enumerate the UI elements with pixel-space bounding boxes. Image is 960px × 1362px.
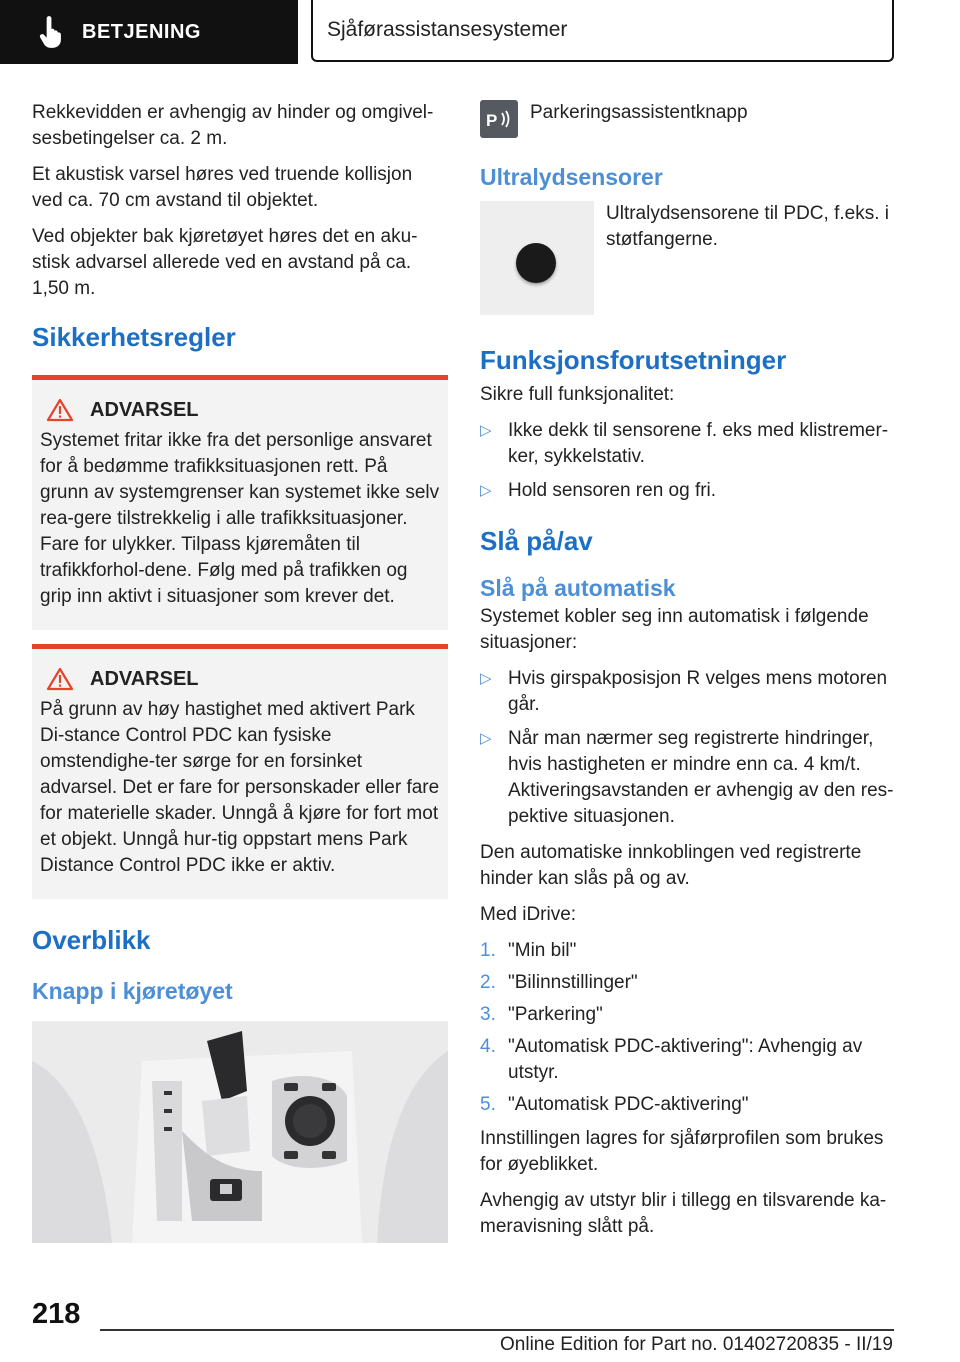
bullet-triangle-icon: ▷ xyxy=(480,482,492,499)
chapter-tab xyxy=(311,0,894,62)
section-tab xyxy=(0,0,298,64)
list-item: 5. "Automatisk PDC-aktivering" xyxy=(480,1094,749,1115)
intro-paragraph-2: Et akustisk varsel høres ved truende kollisjon ved ca. 70 cm avstand til objektet. xyxy=(32,164,413,211)
pdc-button-caption: Parkeringsassistentknapp xyxy=(530,102,748,123)
chapter-label: Sjåførassistansesystemer xyxy=(327,18,568,41)
auto-heading: Slå på automatisk xyxy=(480,575,676,601)
auto-intro: Systemet kobler seg inn automatisk i følgende situasjoner: xyxy=(480,606,869,653)
function-bullets xyxy=(480,418,896,504)
button-heading: Knapp i kjøretøyet xyxy=(32,978,233,1004)
warning-box-2 xyxy=(32,644,448,899)
warning-title-text-1: ADVARSEL xyxy=(90,398,199,421)
ultrasonic-sensor-image xyxy=(480,201,594,315)
auto-bullets xyxy=(480,666,896,830)
list-item: ▷ Hvis girspakposisjon R velges mens motoren går. xyxy=(480,668,888,715)
idrive-intro: Med iDrive: xyxy=(480,904,577,925)
bullet-triangle-icon: ▷ xyxy=(480,730,492,747)
list-item: ▷ Ikke dekk til sensorene f. eks med klistremer-ker, sykkelstativ. xyxy=(480,420,889,467)
warning-text-2: På grunn av høy hastighet med aktivert Park Di-stance Control PDC kan fysiske omstendighe-ter sørge for en forsinket advarsel. Det er fare for personskader eller fare for materielle skader. Unngå å kjøre for fort mot et objekt. Unngå hur-tig oppstart mens Park Distance Control PDC ikke er aktiv. xyxy=(40,699,440,876)
warning-title-1 xyxy=(40,398,440,422)
warning-text-1: Systemet fritar ikke fra det personlige ansvaret for å bedømme trafikksituasjonen rett. På grunn av systemgrenser kan systemet ikke selv rea-gere tilstrekkelig i alle trafikksituasjoner. Fare for ulykker. Tilpass kjøremåten til trafikkforhol-dene. Følg med på trafikken og grip inn aktivt i situasjoner som krever det. xyxy=(40,430,440,607)
camera-note: Avhengig av utstyr blir i tillegg en tilsvarende ka-meravisning slått på. xyxy=(480,1190,887,1237)
footer-divider xyxy=(100,1329,894,1331)
idrive-steps xyxy=(480,938,896,1118)
warning-triangle-icon xyxy=(46,667,74,691)
function-heading: Funksjonsforutsetninger xyxy=(480,345,787,375)
pdc-button-row xyxy=(480,100,896,138)
page-number: 218 xyxy=(32,1298,81,1330)
list-item: ▷ Når man nærmer seg registrerte hindringer, hvis hastigheten er mindre enn ca. 4 km/t. Aktiveringsavstanden er avhengig av den res-pektive situasjonen. xyxy=(480,728,894,827)
list-item: 1. "Min bil" xyxy=(480,940,577,961)
bullet-triangle-icon: ▷ xyxy=(480,422,492,439)
section-label: BETJENING xyxy=(82,20,201,43)
ultrasonic-heading: Ultralydsensorer xyxy=(480,164,663,190)
warning-title-text-2: ADVARSEL xyxy=(90,667,199,690)
parking-assist-button-icon xyxy=(480,100,518,138)
overview-heading: Overblikk xyxy=(32,925,151,955)
onoff-heading: Slå på/av xyxy=(480,526,593,556)
warning-title-2 xyxy=(40,667,440,691)
warning-triangle-icon xyxy=(46,398,74,422)
sensor-dot xyxy=(516,243,556,283)
edition-text: Online Edition for Part no. 01402720835 - II/19 xyxy=(500,1334,893,1355)
intro-paragraph-3: Ved objekter bak kjøretøyet høres det en aku-stisk advarsel allerede ved en avstand på ca. 1,50 m. xyxy=(32,226,418,299)
warning-box-1 xyxy=(32,375,448,630)
sensor-row xyxy=(480,201,896,315)
list-item: 4. "Automatisk PDC-aktivering": Avhengig av utstyr. xyxy=(480,1036,863,1083)
ultrasonic-caption: Ultralydsensorene til PDC, f.eks. i støtfangerne. xyxy=(606,203,889,250)
center-console-image xyxy=(32,1021,448,1243)
list-item: 2. "Bilinnstillinger" xyxy=(480,972,638,993)
intro-paragraph-1: Rekkevidden er avhengig av hinder og omgivel-sesbetingelser ca. 2 m. xyxy=(32,102,434,149)
hand-pointer-icon xyxy=(34,13,72,51)
list-item: 3. "Parkering" xyxy=(480,1004,603,1025)
bullet-triangle-icon: ▷ xyxy=(480,670,492,687)
right-column xyxy=(480,100,896,1250)
page-header xyxy=(0,0,960,66)
auto-note: Den automatiske innkoblingen ved registrerte hinder kan slås på og av. xyxy=(480,842,862,889)
safety-heading: Sikkerhetsregler xyxy=(32,322,236,352)
list-item: ▷ Hold sensoren ren og fri. xyxy=(480,478,896,504)
function-intro: Sikre full funksjonalitet: xyxy=(480,384,675,405)
saved-note: Innstillingen lagres for sjåførprofilen som brukes for øyeblikket. xyxy=(480,1128,884,1175)
left-column xyxy=(32,100,448,1243)
svg-text:P: P xyxy=(486,111,498,130)
